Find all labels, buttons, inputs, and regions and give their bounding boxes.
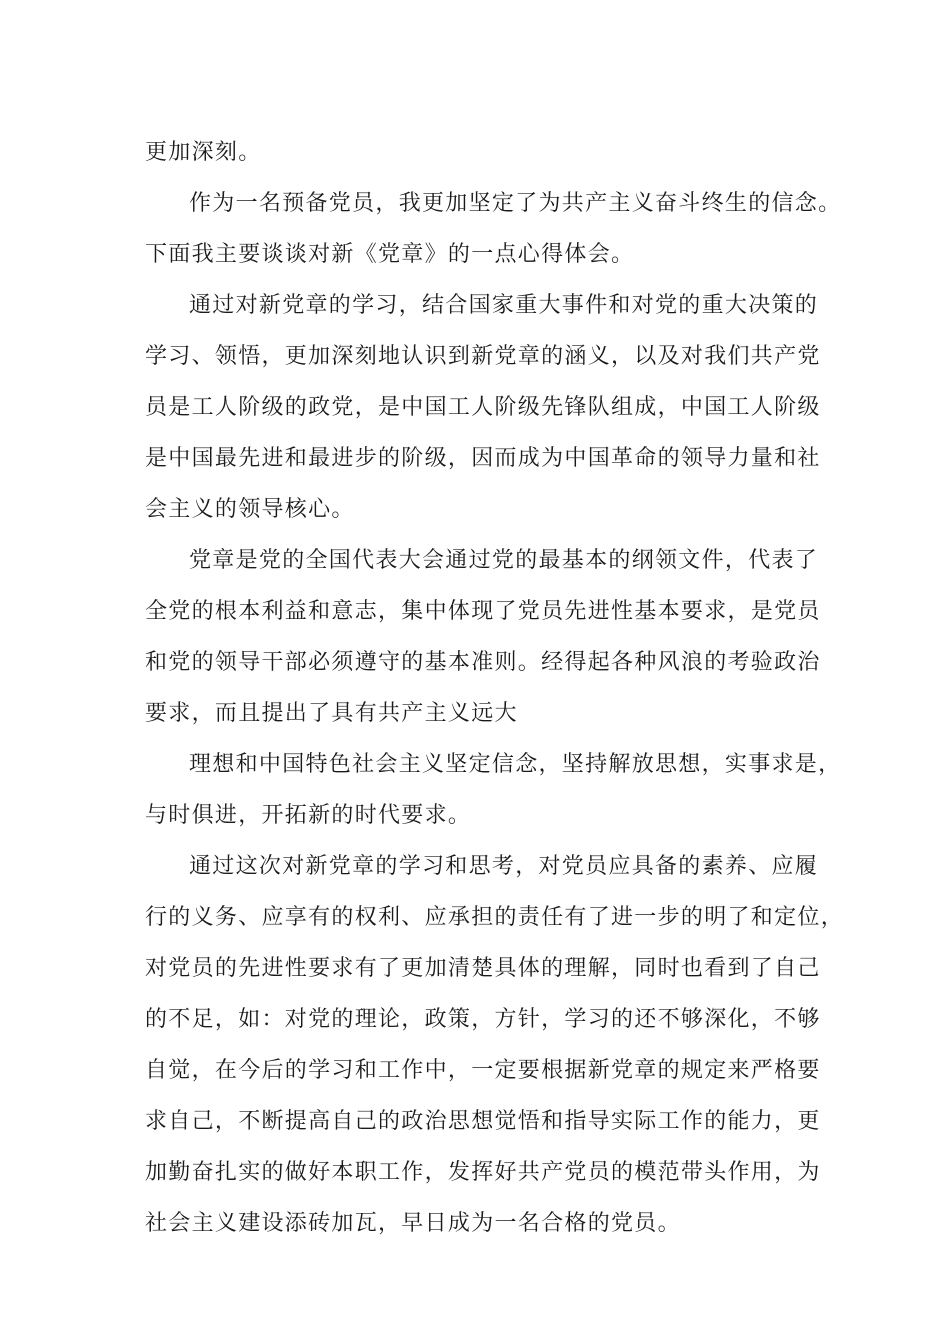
- paragraph: [145, 841, 845, 1249]
- paragraph: [145, 127, 825, 178]
- text-line: 自觉，在今后的学习和工作中，一定要根据新党章的规定来严格要: [145, 1058, 821, 1083]
- text-line: 会主义的领导核心。: [145, 497, 355, 522]
- text-line: 加勤奋扎实的做好本职工作，发挥好共产党员的模范带头作用，为: [145, 1160, 821, 1185]
- text-line: 作为一名预备党员，我更加坚定了为共产主义奋斗终生的信念。: [189, 191, 842, 216]
- text-line: 通过对新党章的学习，结合国家重大事件和对党的重大决策的: [189, 293, 819, 318]
- text-line: 党章是党的全国代表大会通过党的最基本的纲领文件，代表了: [189, 548, 819, 573]
- paragraph: [145, 535, 825, 739]
- text-line: 是中国最先进和最进步的阶级，因而成为中国革命的领导力量和社: [145, 446, 821, 471]
- paragraph: [145, 178, 842, 280]
- paragraph: [145, 280, 825, 535]
- text-line: 理想和中国特色社会主义坚定信念，坚持解放思想，实事求是，: [189, 752, 842, 777]
- text-line: 与时俱进，开拓新的时代要求。: [145, 803, 472, 828]
- text-line: 和党的领导干部必须遵守的基本准则。经得起各种风浪的考验政治: [145, 650, 821, 675]
- text-line: 学习、领悟，更加深刻地认识到新党章的涵义，以及对我们共产党: [145, 344, 821, 369]
- text-line: 更加深刻。: [145, 140, 262, 165]
- text-line: 社会主义建设添砖加瓦，早日成为一名合格的党员。: [145, 1211, 681, 1236]
- text-line: 员是工人阶级的政党，是中国工人阶级先锋队组成，中国工人阶级: [145, 395, 821, 420]
- text-line: 要求，而且提出了具有共产主义远大: [145, 701, 518, 726]
- text-line: 行的义务、应享有的权利、应承担的责任有了进一步的明了和定位，: [145, 905, 845, 930]
- paragraph: [145, 739, 842, 841]
- text-line: 的不足，如：对党的理论，政策，方针，学习的还不够深化，不够: [145, 1007, 821, 1032]
- document-body: [145, 127, 845, 1249]
- text-line: 通过这次对新党章的学习和思考，对党员应具备的素养、应履: [189, 854, 819, 879]
- text-line: 下面我主要谈谈对新《党章》的一点心得体会。: [145, 242, 635, 267]
- text-line: 全党的根本利益和意志，集中体现了党员先进性基本要求，是党员: [145, 599, 821, 624]
- text-line: 对党员的先进性要求有了更加清楚具体的理解，同时也看到了自己: [145, 956, 821, 981]
- text-line: 求自己，不断提高自己的政治思想觉悟和指导实际工作的能力，更: [145, 1109, 821, 1134]
